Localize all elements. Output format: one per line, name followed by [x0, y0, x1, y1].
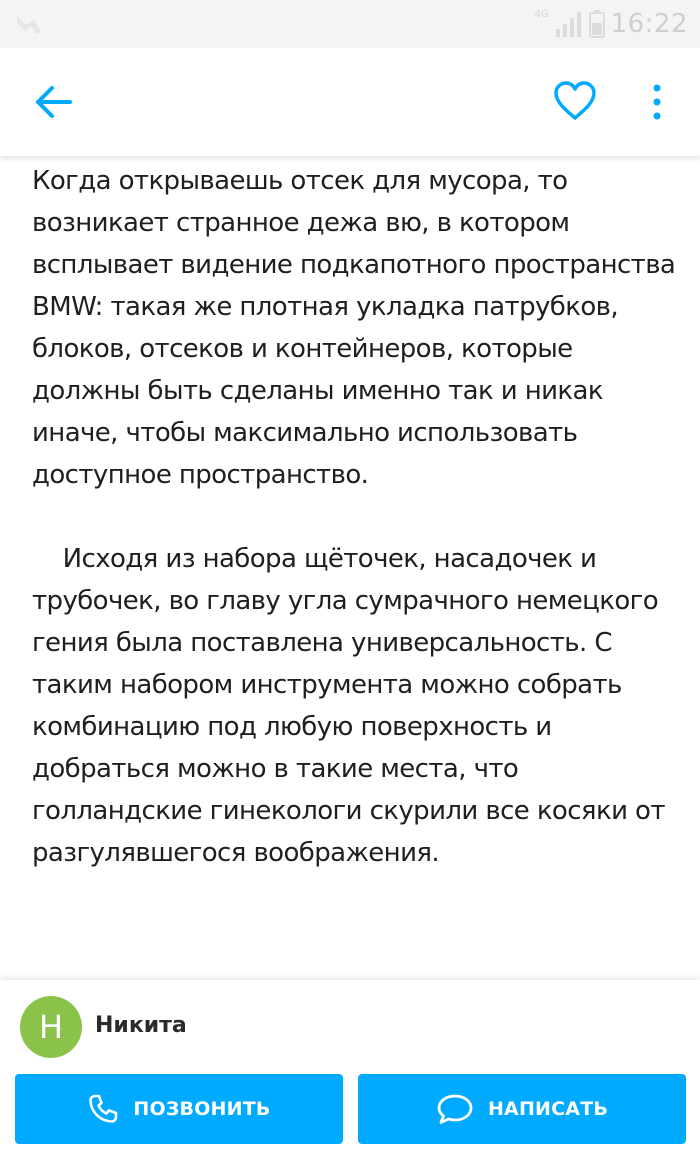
heart-icon[interactable] [552, 80, 598, 122]
call-button-label: ПОЗВОНИТЬ [133, 1098, 271, 1120]
contact-panel [0, 980, 700, 1159]
chat-bubble-icon [436, 1093, 474, 1125]
status-bar [0, 0, 700, 48]
network-type-label: 4G [534, 9, 549, 20]
battery-icon [589, 10, 605, 38]
status-clock: 16:22 [610, 9, 688, 39]
avatar [20, 996, 82, 1058]
signal-icon [555, 11, 583, 37]
avatar-letter: Н [38, 1008, 64, 1046]
status-icons [534, 6, 688, 42]
call-button[interactable] [15, 1074, 343, 1144]
description-text [32, 160, 682, 874]
seller-name[interactable]: Никита [95, 1013, 187, 1038]
notification-icon [14, 10, 44, 38]
back-arrow-icon[interactable] [30, 82, 74, 122]
description-paragraph: Исходя из набора щёточек, насадочек и трубочек, во главу угла сумрачного немецкого гения была поставлена универсальность. С таким набором инструмента можно собрать комбинацию под любую поверхность и добраться можно в такие места, что голландские гинекологи скурили все косяки от разгулявшегося воображения. [32, 544, 673, 868]
more-vert-icon[interactable] [646, 82, 668, 122]
phone-icon [87, 1093, 119, 1125]
description-paragraph: Когда открываешь отсек для мусора, то возникает странное дежа вю, в котором всплывает видение подкапотного пространства BMW: такая же плотная укладка патрубков, блоков, отсеков и контейнеров, которые должны быть сделаны именно так и никак иначе, чтобы максимально использовать доступное пространство. [32, 166, 683, 490]
app-toolbar [0, 48, 700, 156]
message-button[interactable] [358, 1074, 686, 1144]
message-button-label: НАПИСАТЬ [487, 1098, 609, 1120]
